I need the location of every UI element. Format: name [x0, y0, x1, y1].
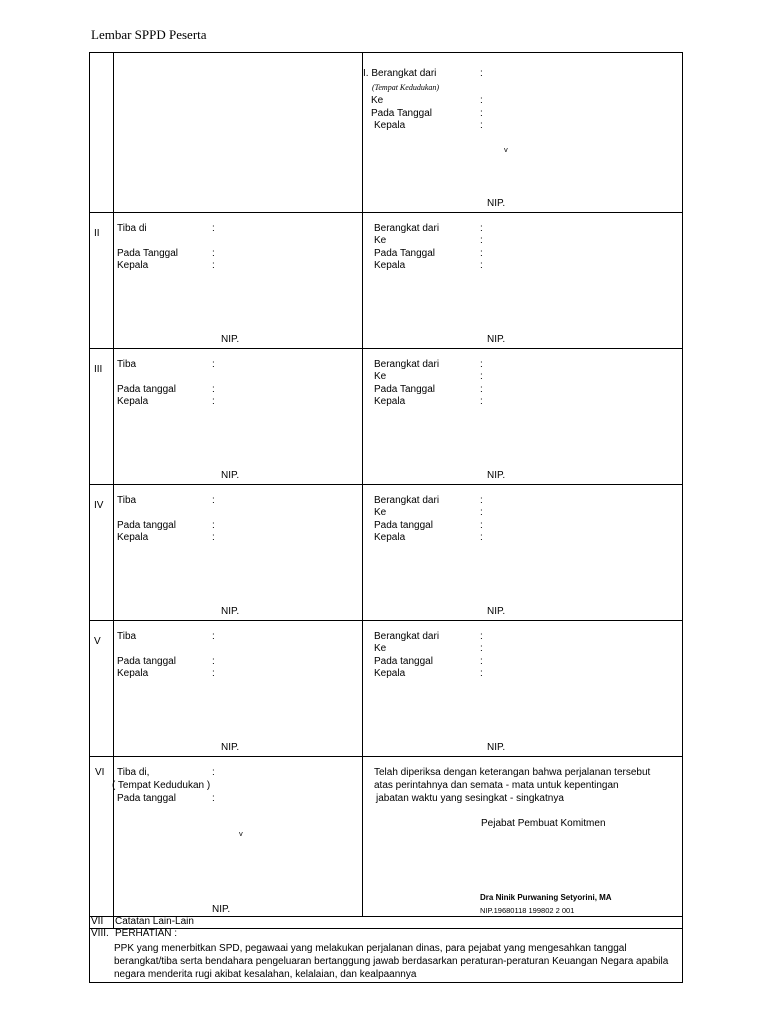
colon: : — [212, 384, 215, 395]
head-label: Kepala — [374, 120, 406, 131]
colon: : — [212, 495, 215, 506]
colon: : — [480, 95, 483, 106]
table-border-right — [682, 52, 683, 982]
officer-name: Dra Ninik Purwaning Setyorini, MA — [480, 893, 612, 902]
attention-heading: PERHATIAN : — [115, 928, 178, 939]
table-border-left — [89, 52, 90, 982]
table-row-divider — [89, 928, 683, 929]
nip-label: NIP. — [221, 470, 240, 481]
verification-text: atas perintahnya dan semata - mata untuk kepentingan — [374, 780, 619, 791]
document-title: Lembar SPPD Peserta — [91, 27, 207, 42]
colon: : — [480, 120, 483, 131]
head-label: Kepala — [117, 260, 149, 271]
colon: : — [212, 656, 215, 667]
colon: : — [480, 507, 483, 518]
arrival-label: Tiba — [117, 631, 137, 642]
destination-label: Ke — [374, 507, 387, 518]
row-number: V — [94, 636, 101, 647]
colon: : — [480, 384, 483, 395]
row-number: VII — [91, 916, 104, 927]
row-number: VIII. — [91, 928, 109, 939]
colon: : — [480, 235, 483, 246]
colon: : — [480, 359, 483, 370]
date-label: Pada Tanggal — [371, 108, 432, 119]
colon: : — [480, 520, 483, 531]
colon: : — [480, 396, 483, 407]
colon: : — [480, 68, 483, 79]
colon: : — [212, 260, 215, 271]
arrival-label: Tiba di, — [117, 767, 150, 778]
nip-label: NIP. — [212, 904, 231, 915]
nip-label: NIP. — [221, 742, 240, 753]
colon: : — [480, 495, 483, 506]
date-label: Pada Tanggal — [374, 248, 435, 259]
place-of-duty-label: ( Tempat Kedudukan ) — [112, 780, 211, 791]
colon: : — [212, 396, 215, 407]
mark-v: v — [239, 829, 243, 838]
colon: : — [480, 656, 483, 667]
head-label: Kepala — [374, 532, 406, 543]
arrival-label: Tiba di — [117, 223, 147, 234]
destination-label: Ke — [374, 643, 387, 654]
verification-text: jabatan waktu yang sesingkat - singkatnya — [376, 793, 564, 804]
head-label: Kepala — [374, 260, 406, 271]
table-row-divider — [89, 756, 683, 757]
destination-label: Ke — [374, 371, 387, 382]
attention-text: negara menderita rugi akibat kesalahan, kelalaian, dan kealpaannya — [114, 969, 417, 980]
row-number: VI — [95, 767, 105, 778]
date-label: Pada tanggal — [117, 793, 176, 804]
colon: : — [212, 767, 215, 778]
attention-text: PPK yang menerbitkan SPD, pegawaai yang melakukan perjalanan dinas, para pejabat yang mengesahkan tanggal — [114, 943, 627, 954]
head-label: Kepala — [374, 668, 406, 679]
table-row-divider — [89, 212, 683, 213]
colon: : — [212, 532, 215, 543]
other-notes-label: Catatan Lain-Lain — [115, 916, 194, 927]
colon: : — [480, 108, 483, 119]
table-column-divider-label — [113, 52, 114, 928]
nip-label: NIP. — [221, 606, 240, 617]
colon: : — [212, 520, 215, 531]
colon: : — [480, 643, 483, 654]
colon: : — [212, 793, 215, 804]
colon: : — [212, 223, 215, 234]
mark-v: v — [504, 145, 508, 154]
colon: : — [212, 359, 215, 370]
date-label: Pada tanggal — [374, 656, 433, 667]
colon: : — [480, 371, 483, 382]
colon: : — [480, 223, 483, 234]
date-label: Pada tanggal — [117, 656, 176, 667]
date-label: Pada Tanggal — [374, 384, 435, 395]
row-number: II — [94, 228, 100, 239]
table-row-divider — [89, 348, 683, 349]
colon: : — [212, 248, 215, 259]
date-label: Pada tanggal — [117, 520, 176, 531]
nip-label: NIP. — [221, 334, 240, 345]
nip-label: NIP. — [487, 334, 506, 345]
head-label: Kepala — [117, 396, 149, 407]
nip-label: NIP. — [487, 470, 506, 481]
date-label: Pada Tanggal — [117, 248, 178, 259]
colon: : — [480, 260, 483, 271]
head-label: Kepala — [117, 668, 149, 679]
colon: : — [480, 668, 483, 679]
attention-text: berangkat/tiba serta bendahara pengeluaran bertanggung jawab berdasarkan peraturan-peraturan Keuangan Negara apabila — [114, 956, 669, 967]
colon: : — [480, 631, 483, 642]
colon: : — [480, 532, 483, 543]
nip-label: NIP. — [487, 198, 506, 209]
row-number: III — [94, 364, 103, 375]
destination-label: Ke — [374, 235, 387, 246]
table-row-divider — [89, 484, 683, 485]
arrival-label: Tiba — [117, 495, 137, 506]
departure-from-label: Berangkat dari — [374, 223, 440, 234]
commitment-officer-title: Pejabat Pembuat Komitmen — [481, 818, 606, 829]
nip-label: NIP. — [487, 742, 506, 753]
date-label: Pada tanggal — [374, 520, 433, 531]
colon: : — [480, 248, 483, 259]
table-row-divider — [89, 982, 683, 983]
verification-text: Telah diperiksa dengan keterangan bahwa perjalanan tersebut — [374, 767, 651, 778]
departure-from-label: Berangkat dari — [374, 495, 440, 506]
head-label: Kepala — [374, 396, 406, 407]
arrival-label: Tiba — [117, 359, 137, 370]
destination-label: Ke — [371, 95, 384, 106]
colon: : — [212, 631, 215, 642]
table-row-divider — [89, 620, 683, 621]
row-number: IV — [94, 500, 104, 511]
departure-from-label: Berangkat dari — [374, 359, 440, 370]
colon: : — [212, 668, 215, 679]
officer-nip: NIP.19680118 199802 2 001 — [480, 906, 575, 915]
place-of-duty-note: (Tempat Kedudukan) — [372, 83, 440, 92]
departure-from-label: I. Berangkat dari — [363, 68, 437, 79]
nip-label: NIP. — [487, 606, 506, 617]
head-label: Kepala — [117, 532, 149, 543]
table-row-divider — [89, 52, 683, 53]
date-label: Pada tanggal — [117, 384, 176, 395]
departure-from-label: Berangkat dari — [374, 631, 440, 642]
